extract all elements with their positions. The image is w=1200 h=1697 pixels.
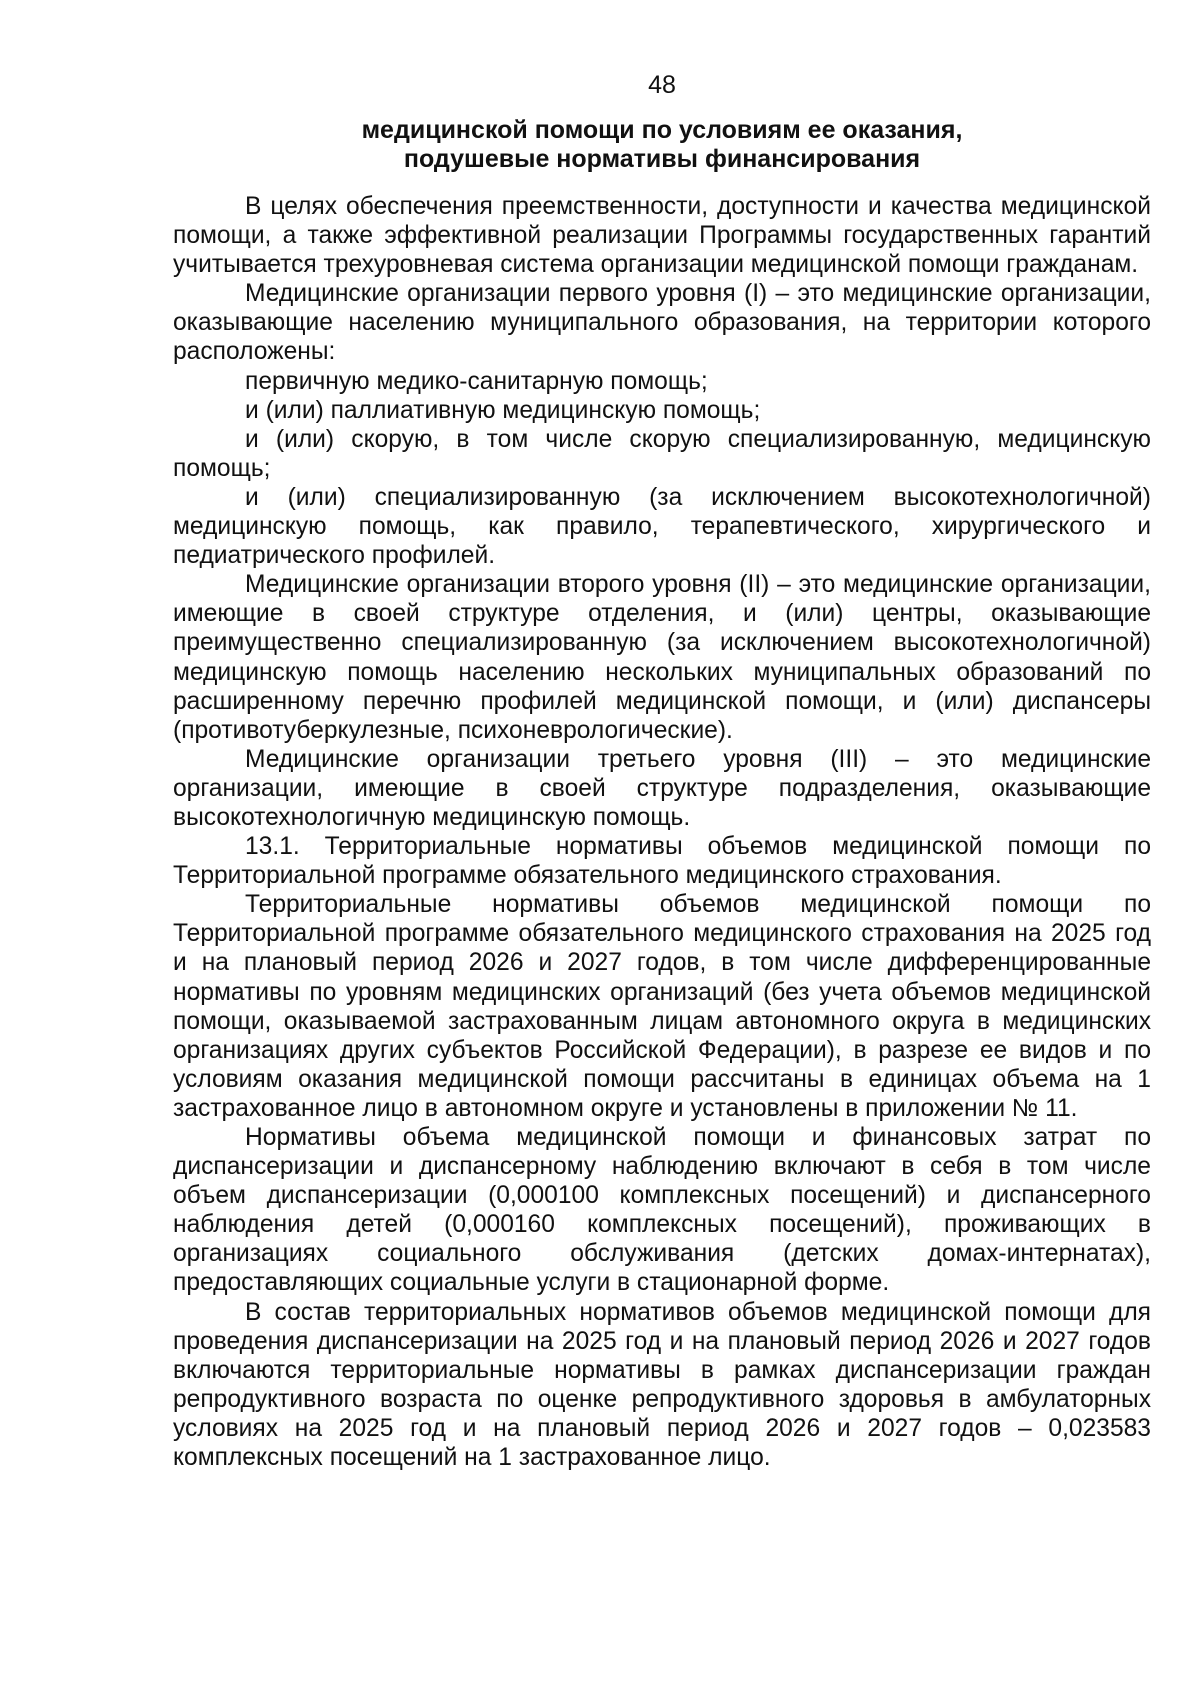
heading-line-1: медицинской помощи по условиям ее оказания, — [361, 116, 963, 144]
paragraph: Территориальные нормативы объемов медицинской помощи по Территориальной программе обязательного медицинского страхования на 2025 год и на плановый период 2026 и 2027 годов, в том числе дифференцированные нормативы по уровням медицинских организаций (без учета объемов медицинской помощи, оказываемой застрахованным лицам автономного округа в медицинских организациях других субъектов Российской Федерации), в разрезе ее видов и по условиям оказания медицинской помощи рассчитаны в единицах объема на 1 застрахованное лицо в автономном округе и установлены в приложении № 11. — [173, 891, 1151, 1122]
paragraph: и (или) скорую, в том числе скорую специализированную, медицинскую помощь; — [173, 425, 1151, 482]
paragraph: В целях обеспечения преемственности, доступности и качества медицинской помощи, а также эффективной реализации Программы государственных гарантий учитывается трехуровневая система организации медицинской помощи гражданам. — [173, 193, 1151, 279]
paragraph: и (или) паллиативную медицинскую помощь; — [245, 396, 761, 424]
paragraph: Медицинские организации второго уровня (II) – это медицинские организации, имеющие в своей структуре отделения, и (или) центры, оказывающие преимущественно специализированную (за исключением высокотехнологичной) медицинскую помощь населению нескольких муниципальных образований по расширенному перечню профилей медицинской помощи, и (или) диспансеры (противотуберкулезные, психоневрологические). — [173, 571, 1151, 744]
paragraph: В состав территориальных нормативов объемов медицинской помощи для проведения диспансеризации на 2025 год и на плановый период 2026 и 2027 годов включаются территориальные нормативы в рамках диспансеризации граждан репродуктивного возраста по оценке репродуктивного здоровья в амбулаторных условиях на 2025 год и на плановый период 2026 и 2027 годов – 0,023583 комплексных посещений на 1 застрахованное лицо. — [173, 1298, 1151, 1472]
page-number: 48 — [648, 71, 676, 99]
body-text — [173, 192, 1151, 1472]
paragraph: первичную медико-санитарную помощь; — [245, 367, 708, 395]
paragraph: 13.1. Территориальные нормативы объемов медицинской помощи по Территориальной программе обязательного медицинского страхования. — [173, 833, 1151, 890]
section-heading — [173, 116, 1151, 174]
paragraph: Медицинские организации первого уровня (I) – это медицинские организации, оказывающие населению муниципального образования, на территории которого расположены: — [173, 280, 1151, 366]
heading-line-2: подушевые нормативы финансирования — [403, 145, 921, 173]
paragraph: Медицинские организации третьего уровня (III) – это медицинские организации, имеющие в своей структуре подразделения, оказывающие высокотехнологичную медицинскую помощь. — [173, 745, 1151, 831]
paragraph: Нормативы объема медицинской помощи и финансовых затрат по диспансеризации и диспансерному наблюдению включают в себя в том числе объем диспансеризации (0,000100 комплексных посещений) и диспансерного наблюдения детей (0,000160 комплексных посещений), проживающих в организациях социального обслуживания (детских домах-интернатах), предоставляющих социальные услуги в стационарной форме. — [173, 1124, 1151, 1297]
paragraph: и (или) специализированную (за исключением высокотехнологичной) медицинскую помощь, как правило, терапевтического, хирургического и педиатрического профилей. — [173, 483, 1151, 570]
